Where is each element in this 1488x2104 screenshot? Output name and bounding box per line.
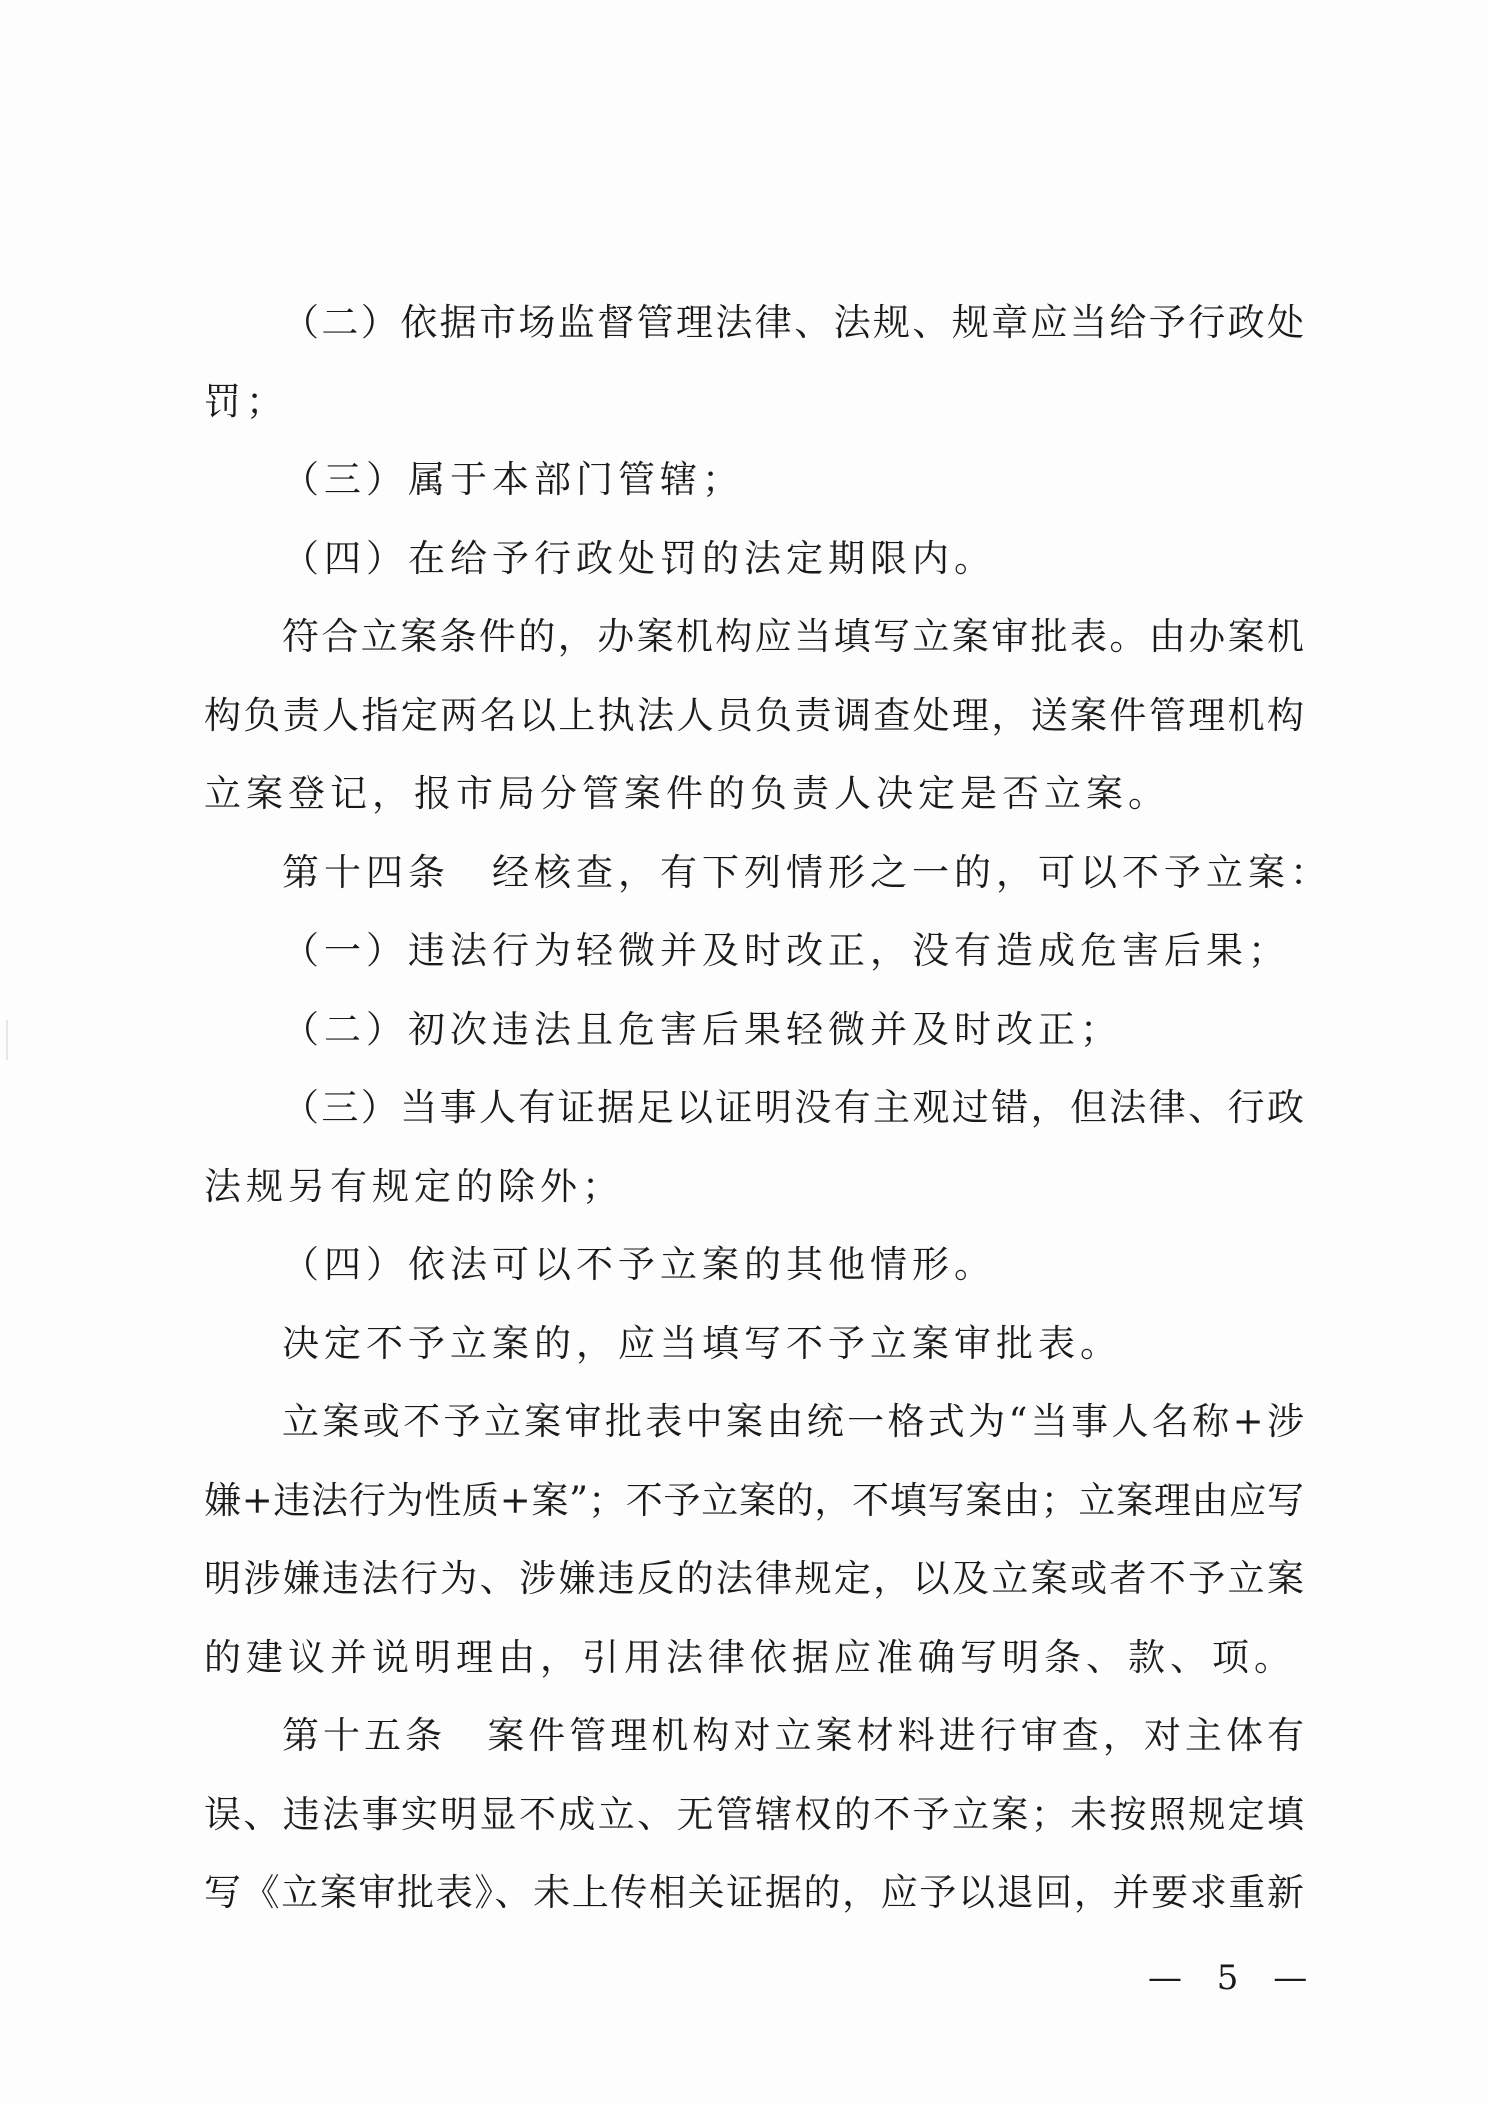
- text-line: 法规另有规定的除外；: [204, 1164, 624, 1208]
- text-line: 写《立案审批表》、未上传相关证据的，应予以退回，并要求重新: [204, 1871, 1304, 1914]
- scan-edge-mark: [6, 1020, 8, 1060]
- text-line: 明涉嫌违法行为、涉嫌违反的法律规定，以及立案或者不予立案: [204, 1557, 1304, 1600]
- text-line: （三）属于本部门管辖；: [282, 458, 744, 501]
- text-line: 误、违法事实明显不成立、无管辖权的不予立案；未按照规定填: [204, 1792, 1304, 1836]
- text-line: 的建议并说明理由，引用法律依据应准确写明条、款、项。: [204, 1635, 1296, 1679]
- page-number: — 5 —: [1148, 1958, 1320, 1998]
- text-line: 立案登记，报市局分管案件的负责人决定是否立案。: [204, 772, 1170, 815]
- text-line: 罚；: [204, 379, 288, 423]
- text-line: （三）当事人有证据足以证明没有主观过错，但法律、行政: [282, 1086, 1304, 1129]
- text-line: 立案或不予立案审批表中案由统一格式为“当事人名称+涉: [282, 1400, 1304, 1443]
- text-line: （二）初次违法且危害后果轻微并及时改正；: [282, 1007, 1122, 1051]
- text-line: （四）依法可以不予立案的其他情形。: [282, 1243, 996, 1286]
- text-line: 嫌+违法行为性质+案”；不予立案的，不填写案由；立案理由应写: [204, 1478, 1304, 1522]
- text-line: （二）依据市场监督管理法律、法规、规章应当给予行政处: [282, 301, 1304, 344]
- text-line: （四）在给予行政处罚的法定期限内。: [282, 536, 996, 580]
- article-14-heading: 第十四条 经核查，有下列情形之一的，可以不予立案：: [282, 850, 1332, 894]
- text-line: 决定不予立案的，应当填写不予立案审批表。: [282, 1321, 1122, 1365]
- body-text: [204, 284, 1332, 1933]
- text-line: 符合立案条件的，办案机构应当填写立案审批表。由办案机: [282, 615, 1304, 658]
- article-15-heading: 第十五条 案件管理机构对立案材料进行审查，对主体有: [282, 1714, 1304, 1757]
- text-line: （一）违法行为轻微并及时改正，没有造成危害后果；: [282, 929, 1290, 972]
- text-line: 构负责人指定两名以上执法人员负责调查处理，送案件管理机构: [204, 693, 1304, 737]
